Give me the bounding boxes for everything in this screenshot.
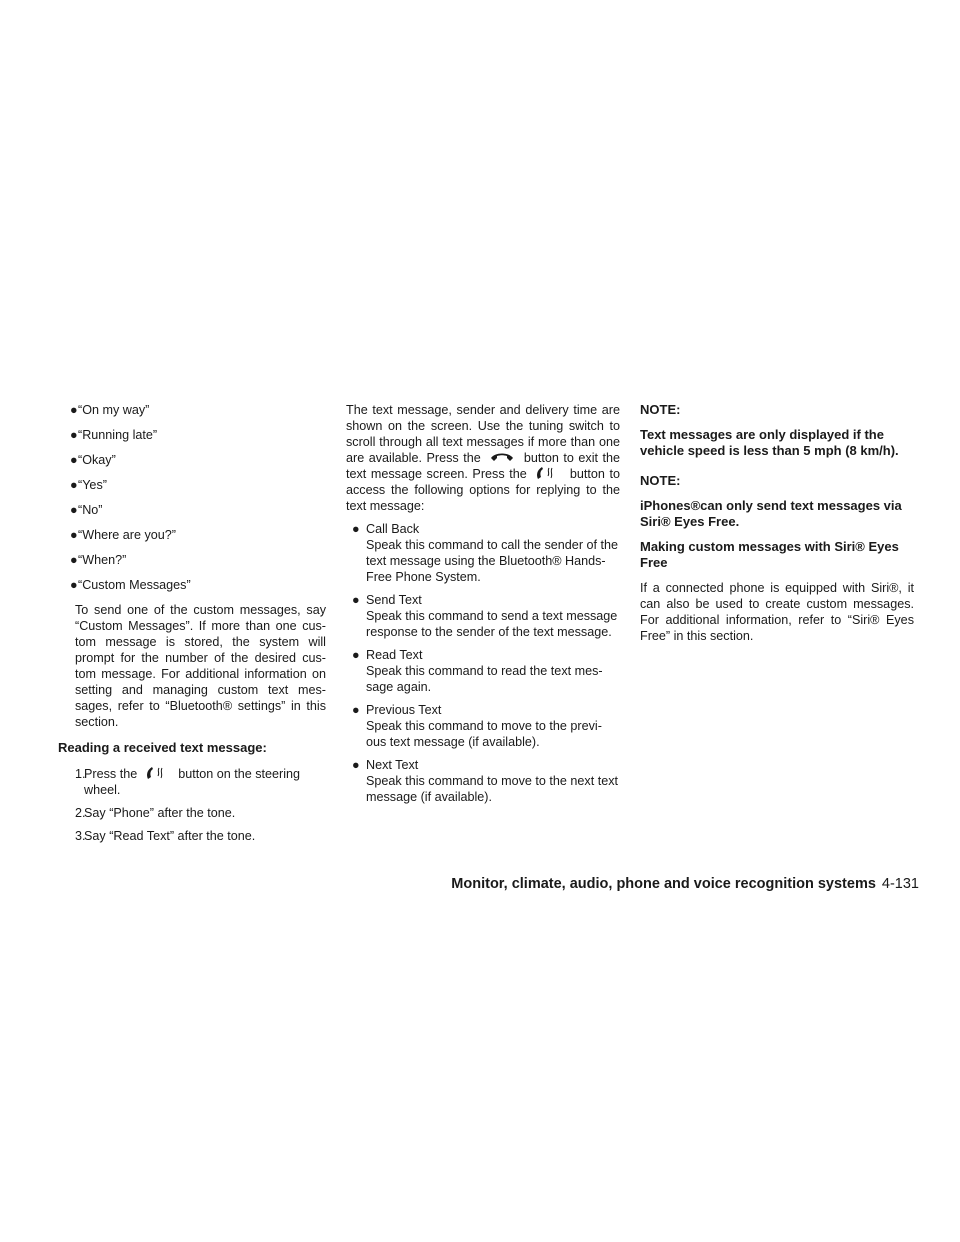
bullet-item: ● “Where are you?” xyxy=(70,528,176,542)
reading-heading: Reading a received text message: xyxy=(58,740,267,755)
option-item: ● Call Back Speak this command to call the sender of the text message using the Bluetooth® Hands-Free Phone System. xyxy=(352,522,619,584)
siri-paragraph: If a connected phone is equipped with Siri®, it can also be used to create custom messages. For additional information, refer to “Siri® Eyes Free” in this section. xyxy=(640,581,914,643)
option-item: ● Next Text Speak this command to move to the next text message (if available). xyxy=(352,758,619,804)
page-number: 4-131 xyxy=(881,876,919,892)
bullet-item: ● “Custom Messages” xyxy=(70,578,191,592)
note-label: NOTE: xyxy=(640,402,681,417)
phone-voice-icon xyxy=(145,766,171,780)
bullet-item: ● “On my way” xyxy=(70,403,150,417)
bullet-item: ● “Running late” xyxy=(70,428,158,442)
phone-hangup-icon xyxy=(489,450,515,464)
phone-voice-icon xyxy=(535,466,561,480)
column-1 xyxy=(58,402,326,851)
note-text: Text messages are only displayed if the vehicle speed is less than 5 mph (8 km/h). xyxy=(640,427,899,458)
bullet-item: ● “No” xyxy=(70,503,103,517)
option-item: ● Previous Text Speak this command to move to the previ- ous text message (if available). xyxy=(352,703,602,749)
option-item: ● Send Text Speak this command to send a text message response to the sender of the text message. xyxy=(352,593,618,639)
bullet-item: ● “When?” xyxy=(70,553,127,567)
step-item: 2. Say “Phone” after the tone. xyxy=(75,806,236,820)
page-footer xyxy=(451,876,919,892)
bullet-item: ● “Okay” xyxy=(70,453,116,467)
option-item: ● Read Text Speak this command to read the text mes- sage again. xyxy=(352,648,603,694)
step-item: 3. Say “Read Text” after the tone. xyxy=(75,829,256,843)
column-3 xyxy=(640,402,914,654)
note-text: iPhones®can only send text messages via Siri® Eyes Free. xyxy=(640,498,902,529)
text-message-intro: The text message, sender and delivery time are shown on the screen. Use the tuning switch to scroll through all text messages if more than one are available. Press the button to exit the text message screen. Press the button to access the following options for replying to the text message: xyxy=(346,403,621,513)
footer-section-title: Monitor, climate, audio, phone and voice recognition systems xyxy=(451,876,876,892)
custom-messages-paragraph: To send one of the custom messages, say “Custom Messages”. If more than one cus- tom message is stored, the system will prompt for the number of the desired cus- tom message. For additional information on setting and managing custom text mes- sages, refer to “Bluetooth® settings” in this section. xyxy=(75,603,326,729)
subheading: Making custom messages with Siri® Eyes Free xyxy=(640,539,899,570)
bullet-item: ● “Yes” xyxy=(70,478,107,492)
column-2 xyxy=(346,402,620,812)
note-label: NOTE: xyxy=(640,473,681,488)
step-item: 1. Press the button on the steering wheel. xyxy=(75,767,301,797)
